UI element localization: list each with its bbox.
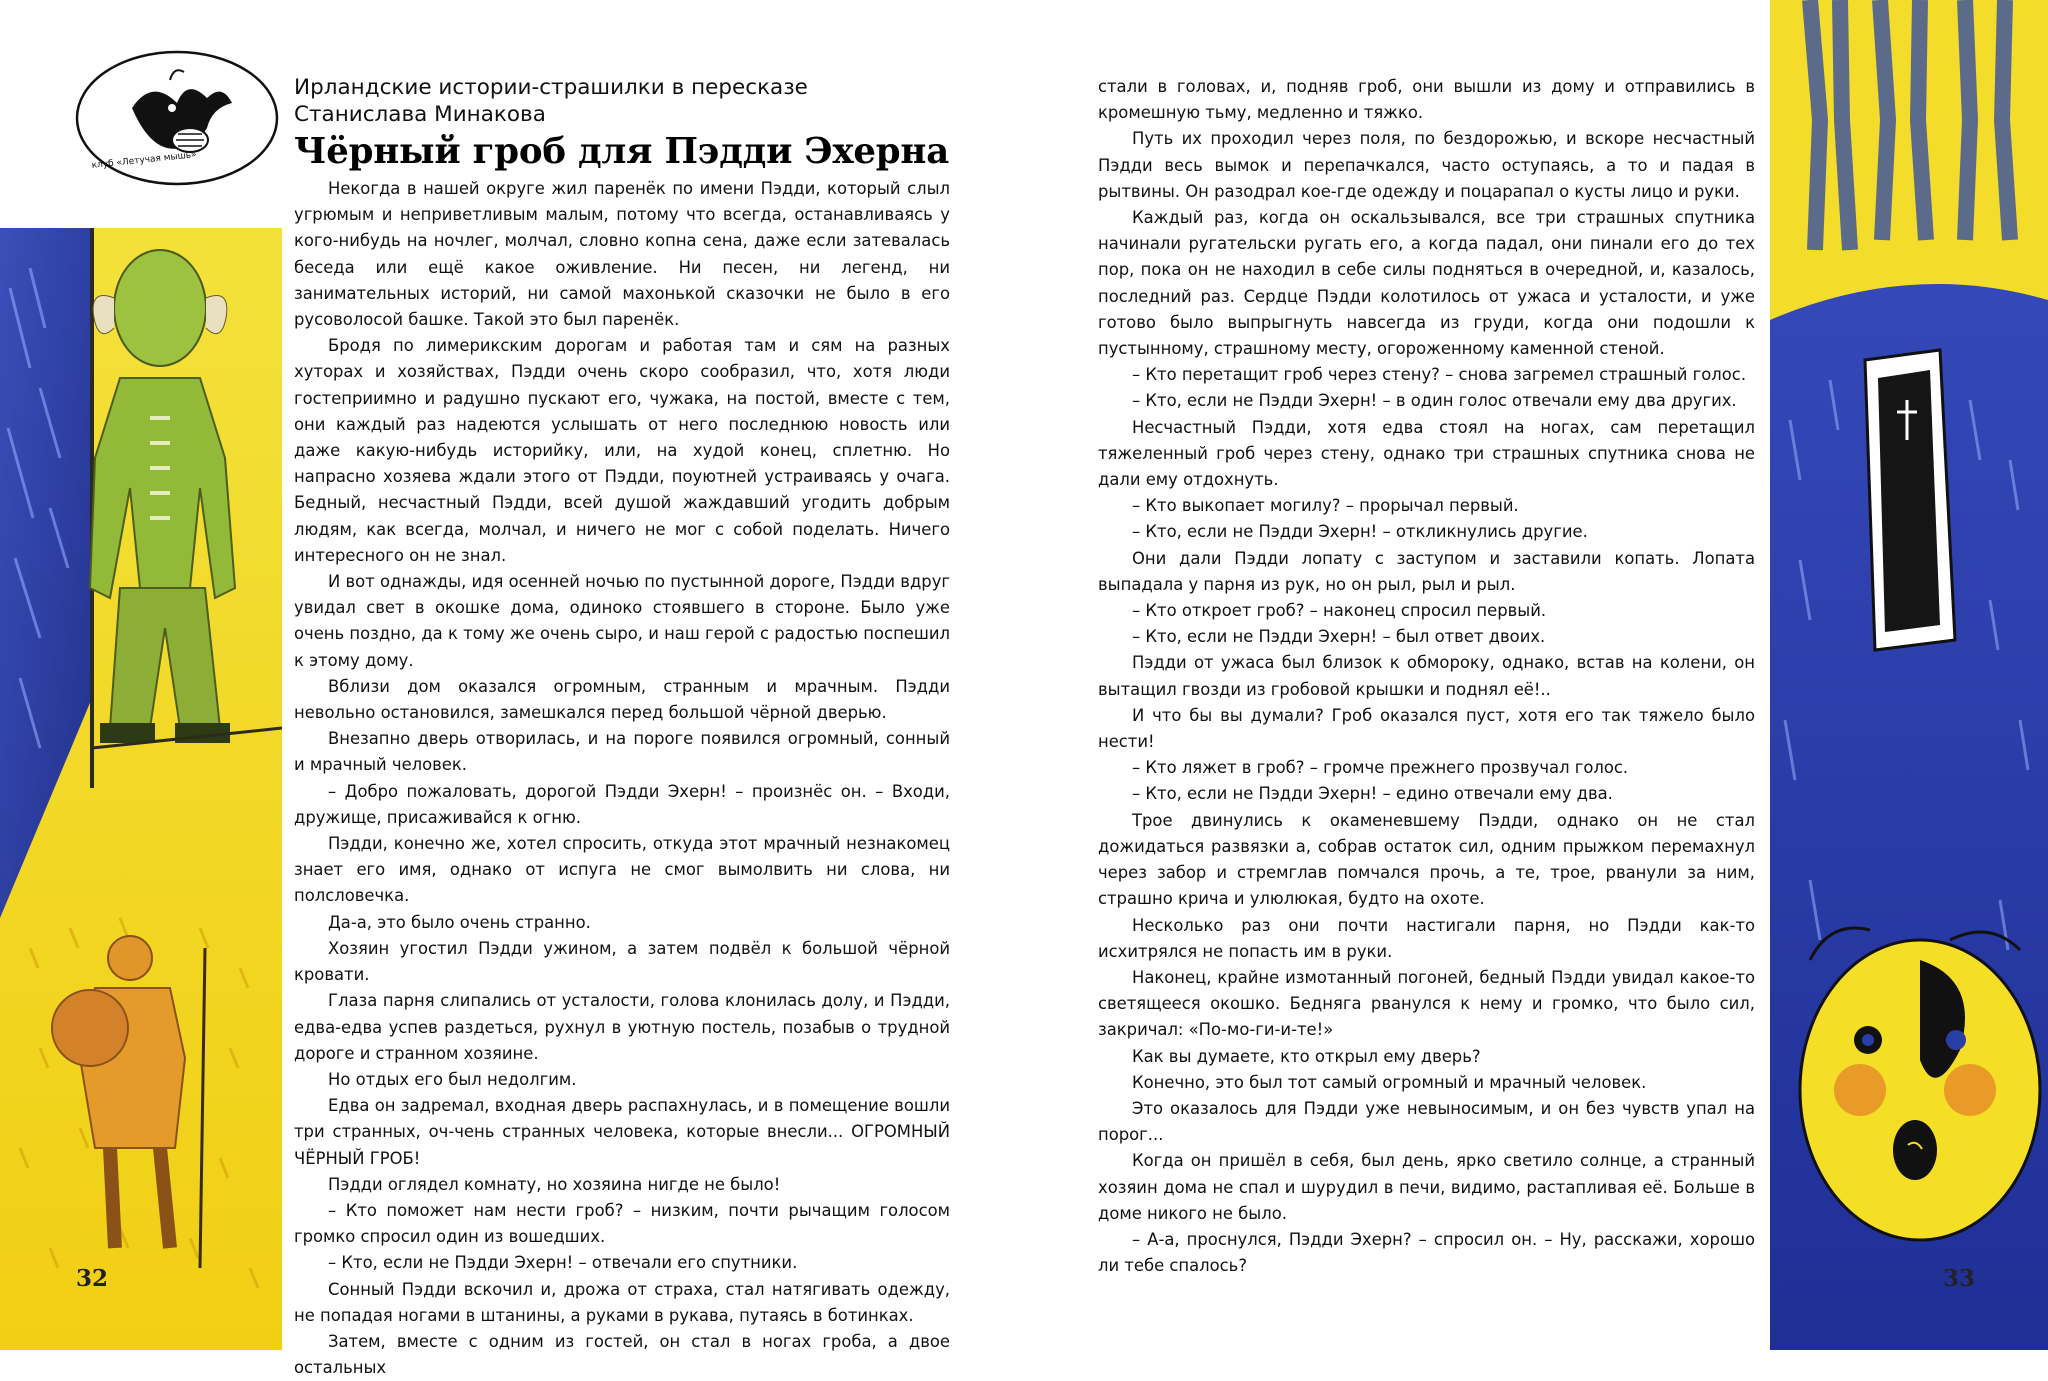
paragraph: Глаза парня слипались от усталости, голова клонилась долу, и Пэдди, едва-едва успев раздеться, рухнул в уютную постель, позабыв о трудной дороге и странном хозяине. (294, 991, 950, 1063)
paragraph: – Кто, если не Пэдди Эхерн! – был ответ двоих. (1132, 627, 1546, 647)
article-header (294, 74, 964, 174)
paragraph: – Кто перетащит гроб через стену? – снова загремел страшный голос. (1132, 365, 1747, 385)
left-illustration (0, 228, 282, 1350)
article-subtitle: Ирландские истории-страшилки в пересказе Станиславa Минакова (294, 75, 808, 127)
bat-club-logo-icon (72, 48, 282, 188)
paragraph: Едва он задремал, входная дверь распахнулась, и в помещение вошли три странных, оч-чень странных человека, которые внесли... ОГРОМНЫЙ ЧЁРНЫЙ ГРОБ! (294, 1096, 950, 1168)
paragraph: Сонный Пэдди вскочил и, дрожа от страха, стал натягивать одежду, не попадая ногами в штанины, а руками в рукава, путаясь в ботинках. (294, 1279, 950, 1325)
right-text-column (1098, 74, 1755, 1279)
page-number-left: 32 (76, 1265, 109, 1292)
paragraph: Как вы думаете, кто открыл ему дверь? (1132, 1046, 1481, 1066)
paragraph: – Добро пожаловать, дорогой Пэдди Эхерн! – произнёс он. – Входи, дружище, присаживайся к огню. (294, 781, 950, 827)
paragraph: Некогда в нашей округе жил паренёк по имени Пэдди, который слыл угрюмым и неприветливым малым, потому что всегда, останавливаясь у кого-нибудь на ночлег, молчал, словно копна сена, даже если затевалась беседа или ещё какое оживление. Ни песен, ни легенд, ни занимательных историй, ни самой махонькой сказочки не было в его русоволосой башке. Такой это был паренёк. (294, 179, 950, 330)
paragraph: Конечно, это был тот самый огромный и мрачный человек. (1132, 1072, 1647, 1092)
paragraph: – А-а, проснулся, Пэдди Эхерн? – спросил он. – Ну, расскажи, хорошо ли тебе спалось? (1098, 1229, 1755, 1276)
logo-text: клуб «Летучая мышь» (91, 150, 198, 171)
paragraph: – Кто выкопает могилу? – прорычал первый. (1132, 496, 1519, 516)
paragraph: Бродя по лимерикским дорогам и работая там и сям на разных хуторах и хозяйствах, Пэдди очень скоро сообразил, что, хотя люди гостеприимно и радушно пускают его, чужака, на постой, вместе с тем, они каждый раз надеются услышать от него последнюю новость или даже какую-нибудь историйку, или, на худой конец, сплетню. Но напрасно хозяева ждали этого от Пэдди, поуютней устраиваясь у очага. Бедный, несчастный Пэдди, всей душой жаждавший угодить добрым людям, как всегда, молчал, и ничего не мог с собой поделать. Ничего интересного он не знал. (294, 336, 950, 565)
paragraph: – Кто, если не Пэдди Эхерн! – едино отвечали ему два. (1132, 784, 1613, 804)
paragraph: Внезапно дверь отворилась, и на пороге появился огромный, сонный и мрачный человек. (294, 729, 950, 775)
paragraph: Когда он пришёл в себя, был день, ярко светило солнце, а странный хозяин дома не спал и шурудил в печи, видимо, растапливая её. Больше в доме никого не было. (1098, 1151, 1755, 1223)
paragraph: Каждый раз, когда он оскальзывался, все три страшных спутника начинали ругательски ругать его, а когда падал, они пинали его до тех пор, пока он не находил в себе силы подняться в очередной, и, казалось, последний раз. Сердце Пэдди колотилось от ужаса и усталости, и уже готово было выпрыгнуть навсегда из груди, когда они подошли к пустынному, страшному месту, огороженному каменной стеной. (1098, 208, 1755, 359)
paragraph: – Кто ляжет в гроб? – громче прежнего прозвучал голос. (1132, 758, 1629, 778)
paragraph: – Кто поможет нам нести гроб? – низким, почти рычащим голосом громко спросил один из вошедших. (294, 1200, 950, 1247)
paragraph: Путь их проходил через поля, по бездорожью, и вскоре несчастный Пэдди весь вымок и перепачкался, часто оступаясь, а то и падая в рытвины. Он разодрал кое-где одежду и поцарапал о кусты лицо и руки. (1098, 129, 1755, 201)
paragraph: Затем, вместе с одним из гостей, он стал в ногах гроба, а двое остальных (294, 1331, 950, 1378)
paragraph: Несчастный Пэдди, хотя едва стоял на ногах, сам перетащил тяжеленный гроб через стену, однако три страшных спутника снова не дали ему отдохнуть. (1098, 417, 1755, 490)
paragraph-continuation: стали в головах, и, подняв гроб, они вышли из дому и отправились в кромешную тьму, медленно и тяжко. (1098, 77, 1755, 123)
paragraph: – Кто, если не Пэдди Эхерн! – откликнулись другие. (1132, 522, 1588, 542)
paragraph: – Кто откроет гроб? – наконец спросил первый. (1132, 601, 1547, 621)
paragraph: Трое двинулись к окаменевшему Пэдди, однако он не стал дожидаться развязки а, собрав остаток сил, одним прыжком перемахнул через забор и стремглав помчался прочь, а те, трое, рванули за ним, страшно крича и улюлюкая, будто на охоте. (1098, 810, 1755, 909)
illustration-coffin-and-face (1770, 0, 2048, 1350)
paragraph: Да-а, это было очень странно. (328, 912, 591, 932)
paragraph: Хозяин угостил Пэдди ужином, а затем подвёл к большой чёрной кровати. (294, 938, 950, 985)
paragraph: Это оказалось для Пэдди уже невыносимым, и он без чувств упал на порог... (1098, 1098, 1755, 1145)
paragraph: Вблизи дом оказался огромным, странным и мрачным. Пэдди невольно остановился, замешкался перед большой чёрной дверью. (294, 676, 950, 723)
paragraph: Пэдди оглядел комнату, но хозяина нигде не было! (328, 1174, 781, 1194)
paragraph: И вот однажды, идя осенней ночью по пустынной дороге, Пэдди вдруг увидал свет в окошке дома, одиноко стоявшего в стороне. Было уже очень поздно, да к тому же очень сыро, и наш герой с радостью поспешил к этому дому. (294, 572, 950, 670)
right-illustration (1770, 0, 2048, 1350)
paragraph: Они дали Пэдди лопату с заступом и заставили копать. Лопата выпадала у парня из рук, но он рыл, рыл и рыл. (1098, 548, 1755, 594)
paragraph: И что бы вы думали? Гроб оказался пуст, хотя его так тяжело было нести! (1098, 705, 1755, 752)
paragraph: – Кто, если не Пэдди Эхерн! – в один голос отвечали ему два других. (1132, 391, 1737, 411)
paragraph: Наконец, крайне измотанный погоней, бедный Пэдди увидал какое-то светящееся окошко. Бедняга рванулся к нему и громко, что было сил, закричал: «По-мо-ги-и-те!» (1098, 967, 1755, 1040)
paragraph: Пэдди, конечно же, хотел спросить, откуда этот мрачный незнакомец знает его имя, однако от испуга не смог вымолвить ни слова, ни полсловечка. (294, 834, 950, 906)
paragraph: Несколько раз они почти настигали парня, но Пэдди как-то исхитрялся не попасть им в руки. (1098, 915, 1755, 961)
club-logo (72, 48, 282, 188)
paragraph: – Кто, если не Пэдди Эхерн! – отвечали его спутники. (328, 1253, 798, 1273)
paragraph: Пэдди от ужаса был близок к обмороку, однако, встав на колени, он вытащил гвозди из гробовой крышки и поднял её!.. (1098, 653, 1755, 699)
left-text-column (294, 176, 950, 1381)
page-number-right: 33 (1943, 1265, 1976, 1292)
paragraph: Но отдых его был недолгим. (328, 1069, 577, 1089)
illustration-green-man (0, 228, 282, 1350)
article-title: Чёрный гроб для Пэдди Эхерна (294, 131, 949, 172)
